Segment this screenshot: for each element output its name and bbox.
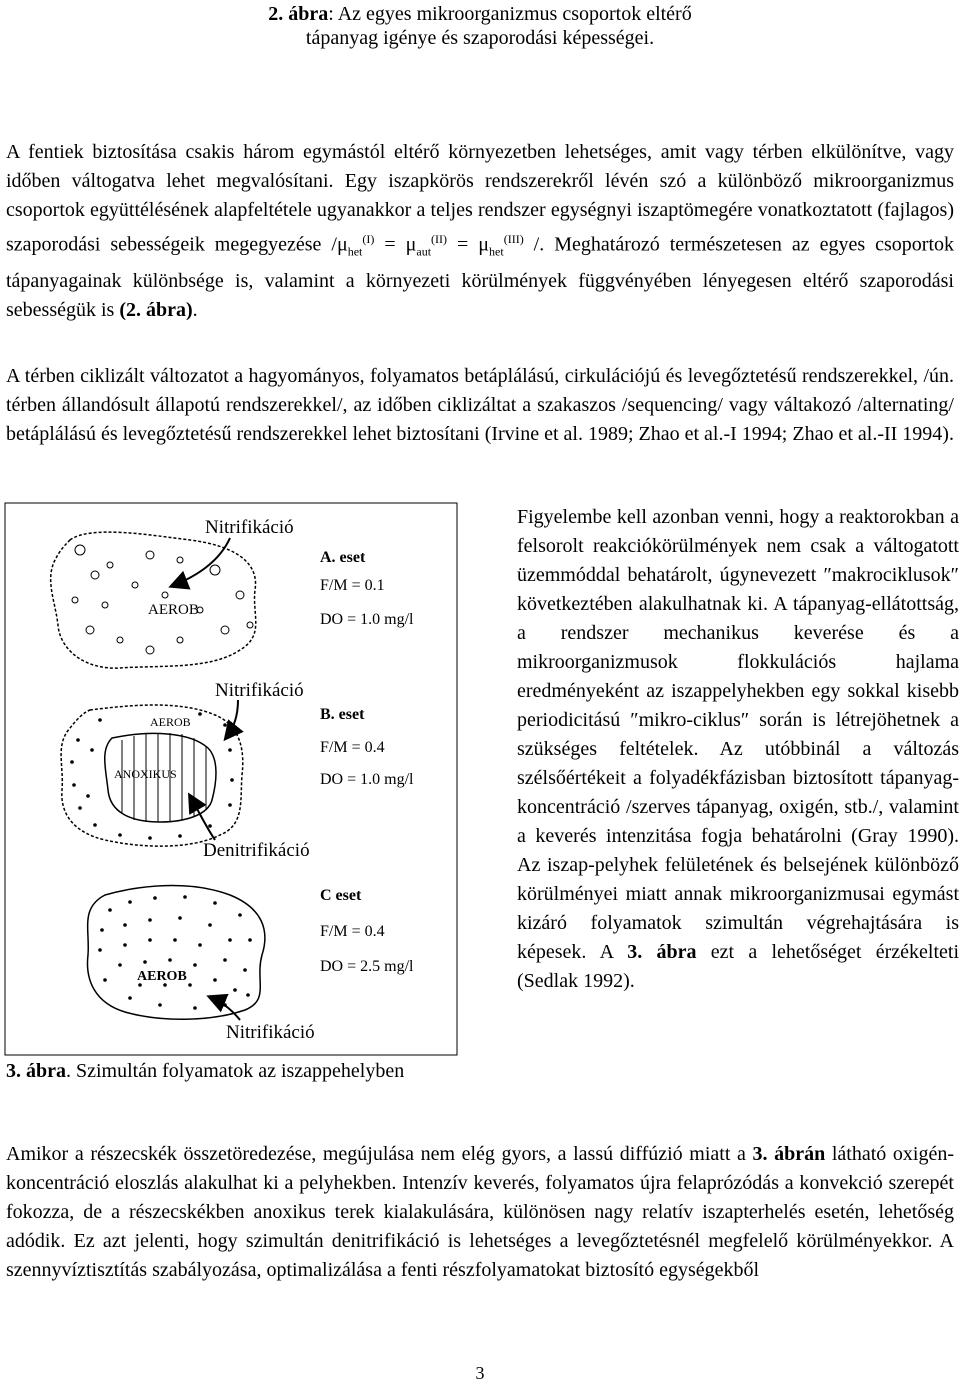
mu-aut: μ xyxy=(405,233,417,256)
zone-aerob-c: AEROB xyxy=(137,969,187,984)
mu-het-1: μ xyxy=(336,233,348,256)
figure-3 xyxy=(0,500,515,1060)
floc-c-outline xyxy=(87,886,264,1020)
case-a-fm: F/M = 0.1 xyxy=(320,577,385,594)
paragraph-1 xyxy=(6,138,954,325)
side-column-text xyxy=(517,503,959,996)
side-column-text-b: ezt a lehetőséget érzékelteti (Sedlak 1992). xyxy=(517,941,960,992)
figure-3-label: 3. ábra xyxy=(6,1060,66,1082)
case-c-do: DO = 2.5 mg/l xyxy=(320,958,414,975)
floc-c-dots xyxy=(98,895,252,1010)
floc-a-particles xyxy=(72,545,253,654)
paragraph-3 xyxy=(6,1140,954,1285)
paragraph-3-text-b: látható oxigén-koncentráció eloszlás alakulhat ki a pelyhekben. Intenzív keverés, folyamatos újra felaprózódás a konvekció szerepét fokozza, de a részecskékben anoxikus terek kialakulására, különösen nagy relatív iszapterhelés esetén, lehetőség adódik. Ez azt jelenti, hogy szimultán denitrifikáció is lehetséges a levegőztetésnél megfelelő körülményekkor. A szennyvíztisztítás szabályozása, optimalizálása a fenti részfolyamatokat biztosító egységekből xyxy=(6,1143,954,1281)
zone-anoxikus: ANOXIKUS xyxy=(114,767,177,781)
label-denitrifikacio: Denitrifikáció xyxy=(203,840,310,861)
sup-3: (III) xyxy=(503,232,524,246)
label-nitrifikacio-a: Nitrifikáció xyxy=(205,517,294,538)
figure-3-caption-text: . Szimultán folyamatok az iszappehelyben xyxy=(66,1060,405,1082)
case-c-title: C eset xyxy=(320,887,362,904)
figure-2-caption-text: : Az egyes mikroorganizmus csoportok eltérő xyxy=(328,3,692,25)
label-nitrifikacio-c: Nitrifikáció xyxy=(226,1022,315,1043)
figure-3-ref-2: 3. ábrán xyxy=(752,1143,826,1165)
paragraph-1-text: A fentiek biztosítása csakis három egymástól eltérő környezetben lehetséges, amit vagy térben elkülönítve, vagy időben váltogatva lehet megvalósítani. Egy iszapkörös rendszerekről lévén szó a különböző mikroorganizmus csoportok együttélésének alapfeltétele ugyanakkor a teljes rendszer egységnyi iszaptömegére vonatkoztatott (fajlagos) szaporodási sebességeik megegyezése / xyxy=(6,141,954,256)
paragraph-2: A térben ciklizált változatot a hagyományos, folyamatos betáplálású, cirkulációjú és levegőztetésű rendszerekkel, /ún. térben állandósult állapotú rendszerekkel/, az időben ciklizáltat a szakaszos /sequencing/ vagy váltakozó /alternating/ betáplálású és levegőztetésű rendszerekkel lehet biztosítani (Irvine et al. 1989; Zhao et al.-I 1994; Zhao et al.-II 1994). xyxy=(6,365,954,445)
zone-aerob-a: AEROB xyxy=(148,602,199,618)
page-number: 3 xyxy=(475,1363,485,1383)
figure-3-diagram xyxy=(0,500,515,1060)
zone-aerob-b: AEROB xyxy=(150,715,191,729)
paragraph-1-end: . xyxy=(192,298,198,321)
figure-2-ref: (2. ábra) xyxy=(119,298,193,321)
paragraph-1-text-cont: /. Meghatározó természetesen az egyes csoportok tápanyagainak különbsége is, valamint a környezeti körülmények függvényében lényegesen eltérő szaporodási sebességük is xyxy=(6,233,955,321)
paragraph-3-text-a: Amikor a részecskék összetöredezése, megújulása nem elég gyors, a lassú diffúzió miatt a xyxy=(6,1143,753,1165)
mu-het-2: μ xyxy=(478,233,490,256)
label-nitrifikacio-b: Nitrifikáció xyxy=(215,680,304,701)
sub-aut: aut xyxy=(416,244,432,259)
equals-1: = xyxy=(374,233,406,256)
sub-het-2: het xyxy=(489,244,504,259)
sup-2: (II) xyxy=(431,232,448,246)
case-b-fm: F/M = 0.4 xyxy=(320,739,385,756)
figure-2-caption-line1 xyxy=(0,2,960,26)
figure-3-ref: 3. ábra xyxy=(627,941,697,963)
sup-1: (I) xyxy=(362,232,375,246)
case-b-do: DO = 1.0 mg/l xyxy=(320,771,414,788)
side-column-text-a: Figyelembe kell azonban venni, hogy a reaktorokban a felsorolt reakciókörülmények nem csak a váltogatott üzemmóddal behatárolt, úgynevezett ″makrociklusok″ következtében alakulhatnak ki. A tápanyag-ellátottság, a rendszer mechanikus keverése és a mikroorganizmusok flokkulációs hajlama eredményeként az iszappelyhekben egy sokkal kisebb periodicitású ″mikro-ciklus″ során is létrejöhetnek a szükséges feltételek. Az utóbbinál a változás szélsőértékeit a folyadékfázisban biztosított tápanyag-koncentráció /szerves tápanyag, oxigén, stb./, valamint a keverés intenzitása fogja behatárolni (Gray 1990). Az iszap-pelyhek felületének és belsejének különböző körülményei miatt annak mikroorganizmusai egymást kizáró folyamatok szimultán végrehajtására is képesek. A xyxy=(517,506,959,963)
case-a-do: DO = 1.0 mg/l xyxy=(320,611,414,628)
figure-2-label: 2. ábra xyxy=(268,3,329,25)
case-b-title: B. eset xyxy=(320,706,365,723)
figure-3-caption xyxy=(6,1057,446,1086)
sub-het-1: het xyxy=(347,244,363,259)
figure-2-caption xyxy=(0,2,960,50)
figure-2-caption-line2: tápanyag igénye és szaporodási képességei. xyxy=(305,27,655,49)
equals-2: = xyxy=(447,233,479,256)
case-c-fm: F/M = 0.4 xyxy=(320,923,385,940)
case-a-title: A. eset xyxy=(320,549,366,566)
